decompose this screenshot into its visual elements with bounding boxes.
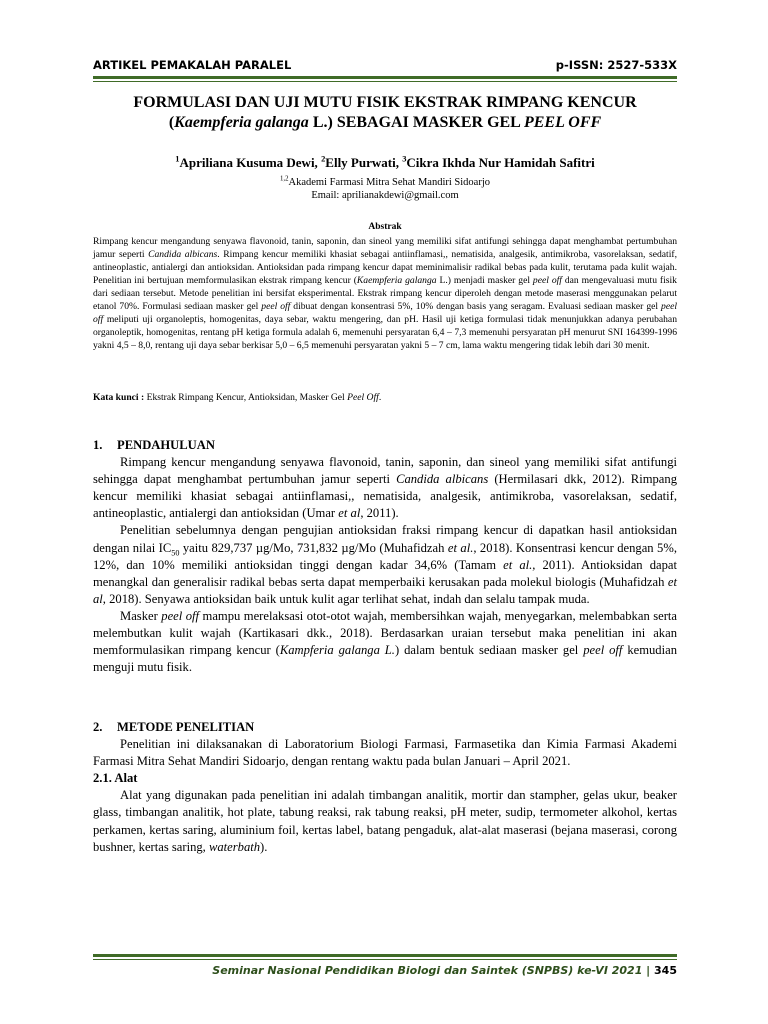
header-left: ARTIKEL PEMAKALAH PARALEL xyxy=(93,58,292,72)
section-2-heading: 2. METODE PENELITIAN xyxy=(93,720,255,734)
title-line-2: (Kaempferia galanga L.) SEBAGAI MASKER GEL PEEL OFF xyxy=(168,114,602,131)
author-email: Email: aprilianakdewi@gmail.com xyxy=(311,190,459,201)
footer-rule-thin xyxy=(93,959,677,960)
section-1-heading: 1. PENDAHULUAN xyxy=(93,438,215,452)
paragraph: Rimpang kencur mengandung senyawa flavonoid, tanin, saponin, dan sineol yang memiliki sifat antifungi sehingga dapat menghambat pertumbuhan jamur seperti Candida albicans (Hermilasari dkk, 2012). Rimpang kencur memiliki khasiat sebagai antiinflamasi,, nematisida, analgesik, antimikroba, vasorelaksan, sedatif, antineoplastic, antialergi dan antioksidan (Umar et al, 2011). xyxy=(93,455,677,521)
abstract-heading: Abstrak xyxy=(368,222,402,232)
keywords: Kata kunci : Ekstrak Rimpang Kencur, Antioksidan, Masker Gel Peel Off. xyxy=(93,392,382,403)
running-header xyxy=(93,58,677,76)
paper-title xyxy=(80,93,690,133)
header-issn: p-ISSN: 2527-533X xyxy=(555,58,677,72)
page-footer: Seminar Nasional Pendidikan Biologi dan Saintek (SNPBS) ke-VI 2021 | 345 xyxy=(212,964,677,977)
paragraph: Penelitian ini dilaksanakan di Laboratorium Biologi Farmasi, Farmasetika dan Kimia Farmasi Akademi Farmasi Mitra Sehat Mandiri Sidoarjo, dengan rentang waktu pada bulan Januari – April 2021. xyxy=(93,737,677,769)
author-list: $^1$Apriliana Kusuma Dewi, $^2$Elly Purwati, $^3$Cikra Ikhda Nur Hamidah Safitri xyxy=(175,153,595,170)
title-line-1: FORMULASI DAN UJI MUTU FISIK EKSTRAK RIMPANG KENCUR xyxy=(133,94,637,111)
footer-rule-thick xyxy=(93,954,677,957)
affiliation: $^{1,2}$Akademi Farmasi Mitra Sehat Mandiri Sidoarjo Email: aprilianakdewi@gmail.com xyxy=(80,176,690,202)
page-number: 345 xyxy=(650,964,677,977)
paragraph: Masker peel off mampu merelaksasi otot-otot wajah, membersihkan wajah, menyegarkan, melembabkan serta melembutkan kulit wajah (Kartikasari dkk., 2018). Berdasarkan uraian tersebut maka penelitian ini akan memformulasikan rimpang kencur (Kampferia galanga L.) dalam bentuk sediaan masker gel peel off kemudian menguji mutu fisik. xyxy=(93,608,678,675)
header-rule-thick xyxy=(93,76,677,79)
paragraph: Penelitian sebelumnya dengan pengujian antioksidan fraksi rimpang kencur di dapatkan hasil antioksidan dengan nilai $IC_{50}$ yaitu 829,737 µg/Mo, 731,832 µg/Mo (Muhafidzah et al., 2018). Konsentrasi kencur dengan 5%, 12%, dan 10% memiliki antioksidan tinggi dengan kadar 34,6% (Tamam et al., 2011). Antioksidan dapat menangkal dan generalisir radikal bebas serta dapat memperbaiki kerusakan pada molekul biologis (Muhafidzah et al, 2018). Senyawa antioksidan baik untuk kulit agar terlihat sehat, indah dan selalu tampak muda. xyxy=(93,523,677,606)
abstract-text: Rimpang kencur mengandung senyawa flavonoid, tanin, saponin, dan sineol yang memiliki sifat antifungi sehingga dapat menghambat pertumbuhan jamur seperti Candida albicans. Rimpang kencur memiliki khasiat sebagai antiinflamasi,, nematisida, analgesik, antimikroba, vasorelaksan, sedatif, antineoplastic, antialergi dan antioksidan. Antioksidan pada rimpang kencur dapat meminimalisir radikal bebas pada kulit, terutama pada kulit wajah. Penelitian ini bertujuan memformulasikan ekstrak rimpang kencur (Kaempferia galanga L.) menjadi masker gel peel off dan mengevaluasi mutu fisik dari sediaan tersebut. Metode penelitian ini bersifat eksperimental. Ekstrak rimpang kencur diperoleh dengan metode maserasi menggunakan pelarut etanol 70%. Formulasi sediaan masker gel peel off dibuat dengan konsentrasi 5%, 10% dengan basis yang seragam. Evaluasi sediaan masker gel peel off meliputi uji organoleptis, homogenitas, daya sebar, waktu mengering, dan pH. Hasil uji ketiga formulasi tidak menunjukkan adanya perubahan organoleptik, homogenitas, rentang pH ketiga formula adalah 6, memenuhi persyaratan 6,4 – 7,3 memenuhi persyaratan pH menurut SNI 164399-1996 yakni 4,5 – 8,0, rentang uji daya sebar berkisar 5,0 – 6,5 memenuhi persyaratan yakni 5 – 7 cm, lama waktu mengering tidak lebih dari 30 menit. xyxy=(93,236,677,352)
subsection-heading: 2.1. Alat xyxy=(93,771,138,786)
paragraph: Alat yang digunakan pada penelitian ini adalah timbangan analitik, mortir dan stampher, gelas ukur, beaker glass, timbangan analitik, hot plate, tabung reaksi, rak tabung reaksi, pH meter, sudip, termometer alkohol, kertas perkamen, kertas saring, aluminium foil, kertas label, batang pengaduk, alat-alat maserasi (bejana maserasi, corong bushner, kertas saring, waterbath). xyxy=(93,788,677,854)
section-pendahuluan xyxy=(93,437,677,676)
header-rule-thin xyxy=(93,81,677,82)
section-metode xyxy=(93,719,677,856)
